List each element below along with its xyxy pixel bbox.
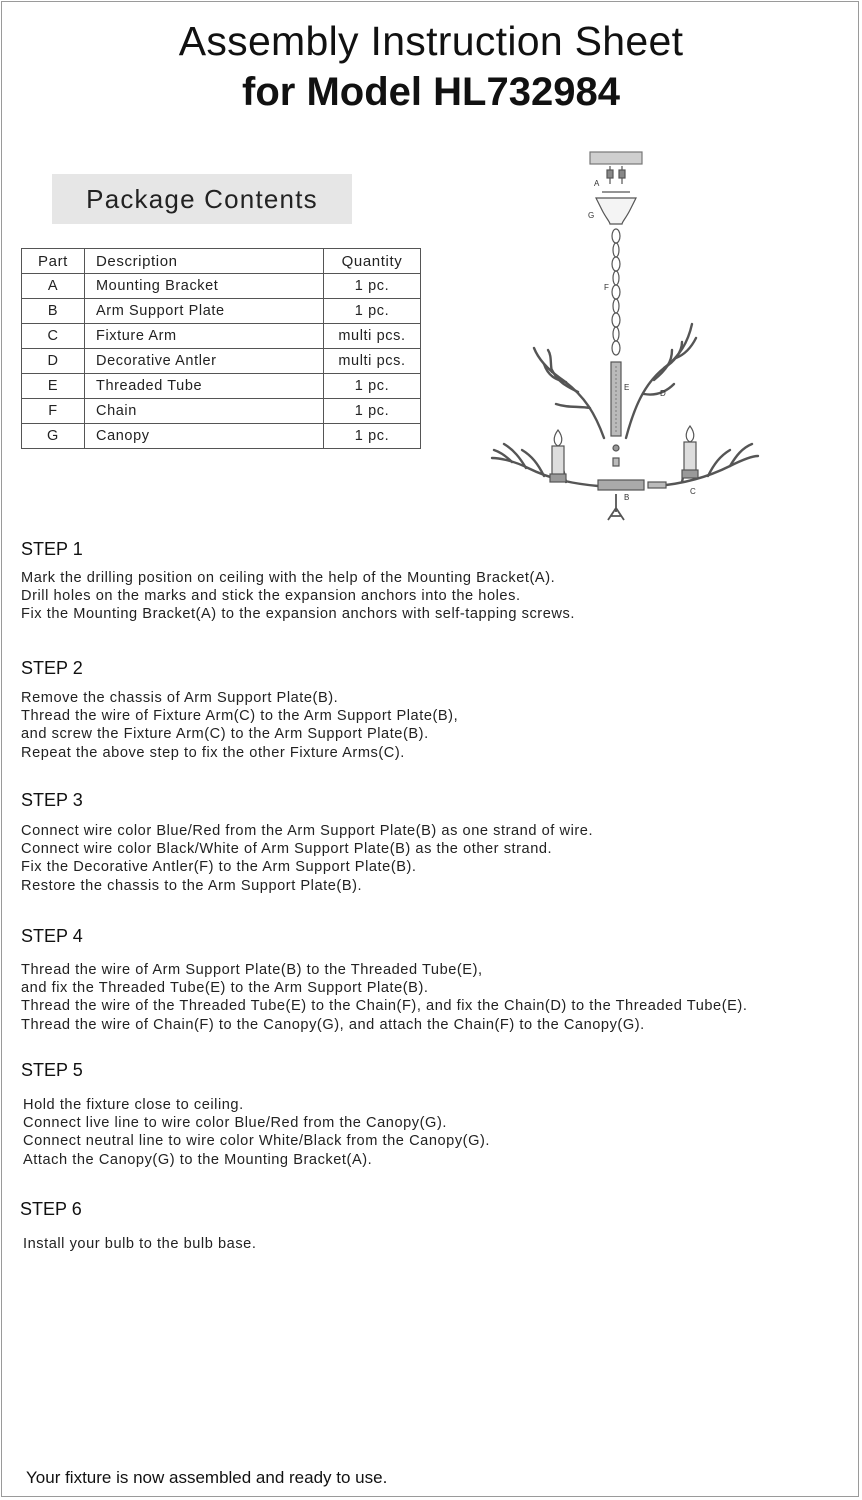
step-line: Mark the drilling position on ceiling with the help of the Mounting Bracket(A). bbox=[21, 570, 556, 586]
chandelier-diagram bbox=[486, 146, 762, 532]
step-line: Thread the wire of Chain(F) to the Canopy(G), and attach the Chain(F) to the Canopy(G). bbox=[21, 1016, 645, 1033]
left-antler bbox=[534, 348, 604, 438]
parts-table bbox=[21, 248, 421, 449]
step-line: Connect wire color Black/White of Arm Support Plate(B) as the other strand. bbox=[21, 841, 553, 858]
right-candle bbox=[682, 426, 698, 478]
bottom-finial bbox=[608, 494, 624, 520]
parts-table-header bbox=[22, 249, 421, 274]
table-row bbox=[22, 349, 421, 374]
chain bbox=[612, 229, 620, 355]
step-3-title: STEP 3 bbox=[21, 790, 83, 810]
part-quantity: multi pcs. bbox=[324, 324, 421, 349]
package-contents-banner bbox=[52, 174, 352, 224]
step-5-body bbox=[23, 1096, 490, 1169]
step-line: Thread the wire of Arm Support Plate(B) to the Threaded Tube(E), bbox=[21, 962, 483, 978]
step-line: Repeat the above step to fix the other Fixture Arms(C). bbox=[21, 744, 405, 761]
step-line: Remove the chassis of Arm Support Plate(B). bbox=[21, 690, 339, 706]
step-1-title: STEP 1 bbox=[21, 539, 83, 559]
part-quantity: 1 pc. bbox=[324, 424, 421, 449]
step-2-title: STEP 2 bbox=[21, 658, 83, 678]
part-letter: A bbox=[22, 274, 85, 299]
part-quantity: 1 pc. bbox=[324, 399, 421, 424]
part-letter: B bbox=[22, 299, 85, 324]
table-row bbox=[22, 299, 421, 324]
step-line: Fix the Mounting Bracket(A) to the expansion anchors with self-tapping screws. bbox=[21, 606, 575, 623]
label-a: A bbox=[594, 179, 600, 188]
step-6-body bbox=[23, 1235, 256, 1253]
part-letter: C bbox=[22, 324, 85, 349]
step-line: Attach the Canopy(G) to the Mounting Bracket(A). bbox=[23, 1151, 373, 1168]
step-line: and screw the Fixture Arm(C) to the Arm Support Plate(B). bbox=[21, 726, 429, 743]
table-row bbox=[22, 399, 421, 424]
part-description: Mounting Bracket bbox=[85, 274, 324, 299]
column-header-description: Description bbox=[85, 249, 324, 274]
part-description: Threaded Tube bbox=[85, 374, 324, 399]
table-row bbox=[22, 274, 421, 299]
part-quantity: 1 pc. bbox=[324, 374, 421, 399]
canopy bbox=[596, 198, 636, 224]
completion-message: Your fixture is now assembled and ready to use. bbox=[26, 1468, 388, 1487]
column-header-quantity: Quantity bbox=[324, 249, 421, 274]
step-line: Hold the fixture close to ceiling. bbox=[23, 1097, 244, 1113]
step-line: Connect live line to wire color Blue/Red from the Canopy(G). bbox=[23, 1115, 447, 1132]
step-line: Connect wire color Blue/Red from the Arm Support Plate(B) as one strand of wire. bbox=[21, 823, 594, 839]
step-4-body bbox=[21, 961, 747, 1034]
part-description: Chain bbox=[85, 399, 324, 424]
part-description: Arm Support Plate bbox=[85, 299, 324, 324]
step-3-body bbox=[21, 822, 593, 895]
part-description: Decorative Antler bbox=[85, 349, 324, 374]
step-2-body bbox=[21, 689, 458, 762]
part-description: Canopy bbox=[85, 424, 324, 449]
ceiling-hatch bbox=[590, 152, 642, 164]
model-title: for Model HL732984 bbox=[242, 70, 620, 114]
step-4-title: STEP 4 bbox=[21, 926, 83, 946]
step-5-title: STEP 5 bbox=[21, 1060, 83, 1080]
part-quantity: 1 pc. bbox=[324, 299, 421, 324]
part-quantity: multi pcs. bbox=[324, 349, 421, 374]
step-line: and fix the Threaded Tube(E) to the Arm Support Plate(B). bbox=[21, 980, 429, 997]
part-letter: E bbox=[22, 374, 85, 399]
table-row bbox=[22, 424, 421, 449]
label-f: F bbox=[604, 283, 609, 292]
arm-support-plate bbox=[598, 480, 644, 490]
right-antler bbox=[626, 324, 696, 438]
table-row bbox=[22, 324, 421, 349]
label-g: G bbox=[588, 211, 595, 220]
step-line: Drill holes on the marks and stick the expansion anchors into the holes. bbox=[21, 588, 521, 605]
step-1-body bbox=[21, 569, 575, 624]
mounting-bracket bbox=[602, 166, 630, 192]
step-line: Thread the wire of the Threaded Tube(E) to the Chain(F), and fix the Chain(D) to the Threaded Tube(E). bbox=[21, 998, 748, 1015]
step-line: Install your bulb to the bulb base. bbox=[23, 1236, 257, 1252]
part-letter: D bbox=[22, 349, 85, 374]
part-letter: F bbox=[22, 399, 85, 424]
package-contents-heading: Package Contents bbox=[86, 184, 318, 214]
left-fixture-arm bbox=[492, 444, 598, 486]
page-title: Assembly Instruction Sheet bbox=[178, 18, 684, 64]
right-fixture-arm bbox=[656, 444, 758, 486]
part-letter: G bbox=[22, 424, 85, 449]
step-line: Fix the Decorative Antler(F) to the Arm Support Plate(B). bbox=[21, 859, 417, 876]
label-b: B bbox=[624, 493, 630, 502]
step-line: Thread the wire of Fixture Arm(C) to the Arm Support Plate(B), bbox=[21, 708, 459, 725]
step-line: Connect neutral line to wire color White/Black from the Canopy(G). bbox=[23, 1133, 490, 1150]
label-e: E bbox=[624, 383, 630, 392]
left-candle bbox=[550, 430, 566, 482]
table-row bbox=[22, 374, 421, 399]
part-description: Fixture Arm bbox=[85, 324, 324, 349]
label-c: C bbox=[690, 487, 696, 496]
label-d: D bbox=[660, 389, 666, 398]
step-6-title: STEP 6 bbox=[20, 1199, 82, 1219]
column-header-part: Part bbox=[22, 249, 85, 274]
part-quantity: 1 pc. bbox=[324, 274, 421, 299]
step-line: Restore the chassis to the Arm Support Plate(B). bbox=[21, 877, 363, 894]
